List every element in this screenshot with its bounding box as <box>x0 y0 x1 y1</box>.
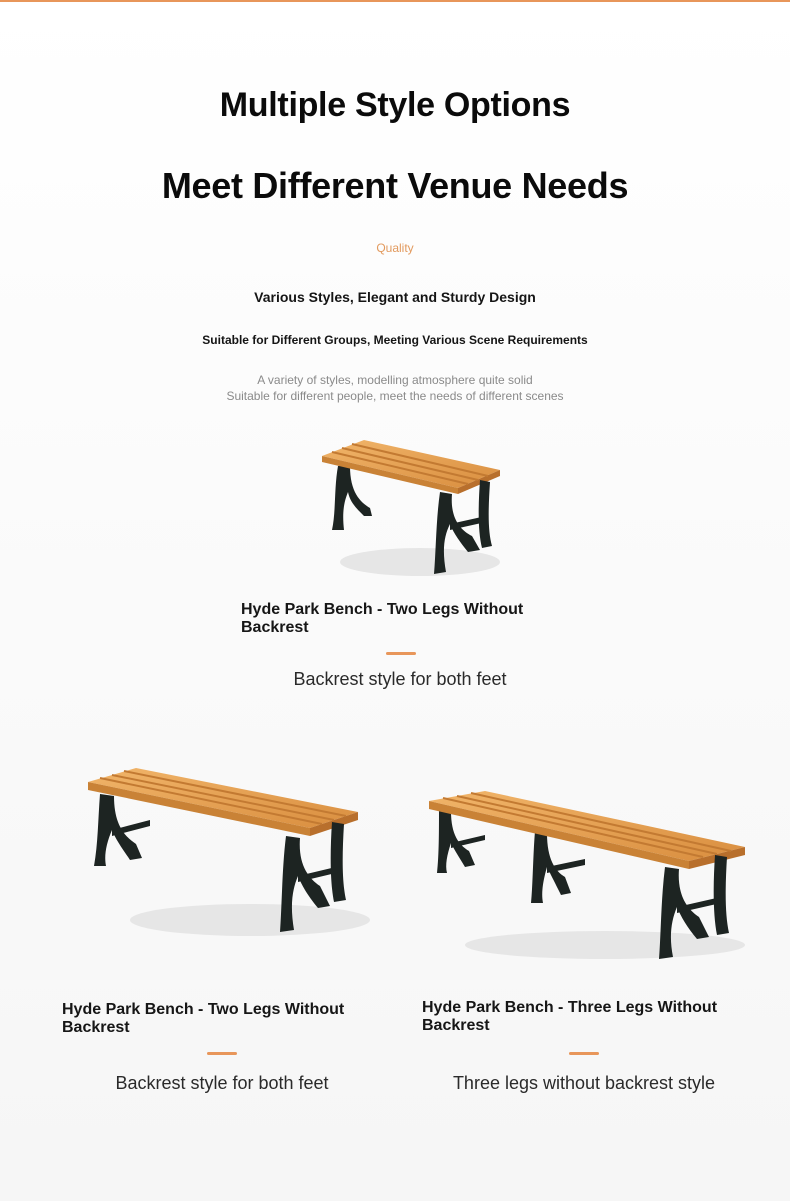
headline-line-1: Multiple Style Options <box>219 86 571 124</box>
accent-divider-2 <box>207 1052 237 1055</box>
bench-two-legs-long-icon <box>80 760 370 950</box>
product-description-1: Backrest style for both feet <box>293 669 507 689</box>
product-title-3: Hyde Park Bench - Three Legs Without Backrest <box>422 999 718 1034</box>
product-title-1: Hyde Park Bench - Two Legs Without Backrest <box>241 601 524 636</box>
top-accent-rule <box>0 0 790 2</box>
note-line-2: Suitable for different people, meet the needs of different scenes <box>226 389 564 403</box>
bench-three-legs-icon <box>425 785 750 970</box>
product-description-3: Three legs without backrest style <box>452 1073 716 1093</box>
accent-divider-1 <box>386 652 416 655</box>
subtitle-styles: Various Styles, Elegant and Sturdy Design <box>254 289 536 305</box>
bench-two-legs-short-icon <box>310 432 510 592</box>
headline-line-2: Meet Different Venue Needs <box>161 165 629 206</box>
product-title-2: Hyde Park Bench - Two Legs Without Backrest <box>62 1001 345 1036</box>
note-line-1: A variety of styles, modelling atmosphere quite solid <box>257 373 533 387</box>
quality-eyebrow: Quality <box>376 241 414 255</box>
accent-divider-3 <box>569 1052 599 1055</box>
subtitle-groups: Suitable for Different Groups, Meeting Various Scene Requirements <box>202 333 588 347</box>
product-description-2: Backrest style for both feet <box>115 1073 329 1093</box>
